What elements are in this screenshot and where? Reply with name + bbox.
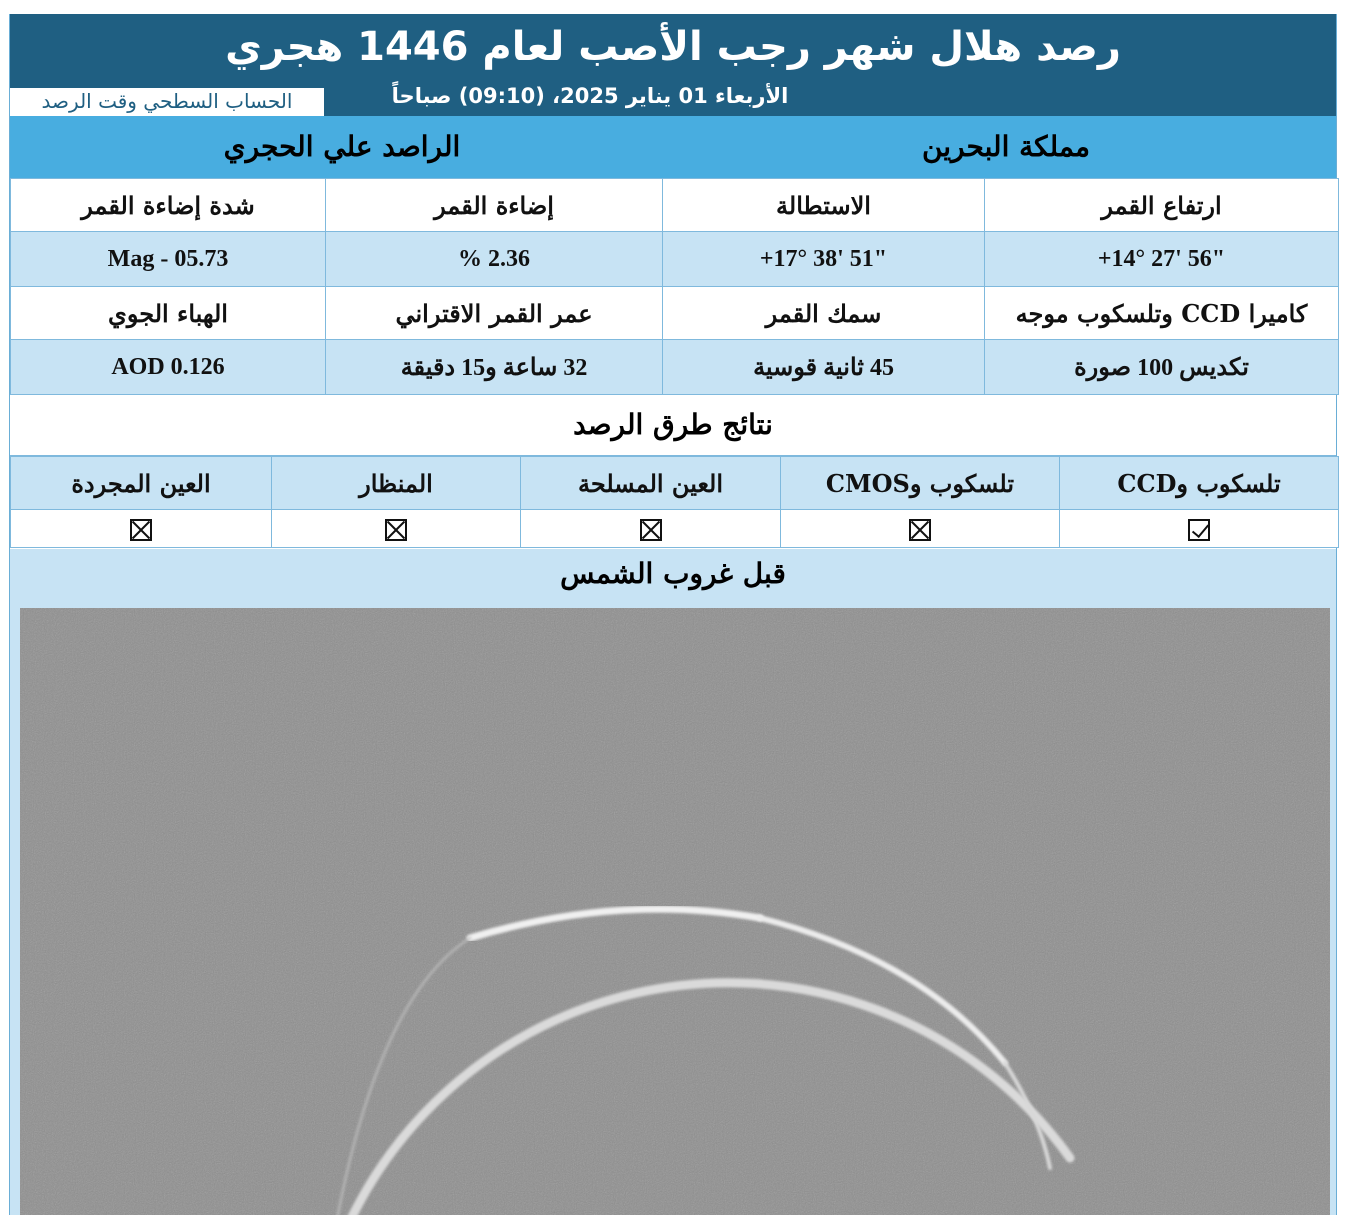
param-label-elongation: الاستطالة [663,179,985,232]
param-label-illumination: إضاءة القمر [326,179,663,232]
result-telescope-cmos [781,510,1060,548]
parameters-table [10,178,1339,395]
observer-label: الراصد علي الحجري [223,130,461,163]
result-aided-eye [521,510,781,548]
page-title: رصد هلال شهر رجب الأصب لعام 1446 هجري [225,24,1121,70]
method-binoculars: المنظار [272,457,521,510]
param-value-thickness: 45 ثانية قوسية [663,340,985,395]
cross-box-icon [130,519,152,541]
crescent-moon-image [20,608,1330,1215]
params-value-row-1 [11,232,1339,287]
calculation-label: الحساب السطحي وقت الرصد [10,88,324,116]
check-box-icon [1188,519,1210,541]
param-value-elongation: +17° 38' 51" [663,232,985,287]
methods-table [10,456,1339,548]
header-banner [10,14,1336,116]
params-header-row-2 [11,287,1339,340]
method-aided-eye: العين المسلحة [521,457,781,510]
param-value-illumination: % 2.36 [326,232,663,287]
param-value-magnitude: Mag - 05.73 [11,232,326,287]
param-label-moon-age: عمر القمر الاقتراني [326,287,663,340]
photo-title: قبل غروب الشمس [560,557,786,590]
methods-header-row [11,457,1339,510]
location-band [10,116,1336,178]
photo-section [10,549,1336,1215]
param-value-moon-age: 32 ساعة و15 دقيقة [326,340,663,395]
observation-datetime: الأربعاء 01 يناير 2025، (09:10) صباحاً [391,84,789,108]
param-value-aod: AOD 0.126 [11,340,326,395]
method-telescope-ccd: تلسكوب وCCD [1060,457,1339,510]
param-label-thickness: سمك القمر [663,287,985,340]
crescent-photo [20,608,1330,1215]
cross-box-icon [909,519,931,541]
result-telescope-ccd [1060,510,1339,548]
observation-sheet [9,14,1337,1215]
params-header-row-1 [11,179,1339,232]
method-telescope-cmos: تلسكوب وCMOS [781,457,1060,510]
param-label-aerosol: الهباء الجوي [11,287,326,340]
param-value-altitude: +14° 27' 56" [985,232,1339,287]
results-title: نتائج طرق الرصد [10,395,1336,456]
param-label-camera: كاميرا CCD وتلسكوب موجه [985,287,1339,340]
param-label-altitude: ارتفاع القمر [985,179,1339,232]
param-value-stacking: تكديس 100 صورة [985,340,1339,395]
method-naked-eye: العين المجردة [11,457,272,510]
cross-box-icon [640,519,662,541]
param-label-aod-intensity: شدة إضاءة القمر [11,179,326,232]
params-value-row-2 [11,340,1339,395]
methods-result-row [11,510,1339,548]
country-label: مملكة البحرين [921,130,1091,163]
cross-box-icon [385,519,407,541]
result-naked-eye [11,510,272,548]
result-binoculars [272,510,521,548]
